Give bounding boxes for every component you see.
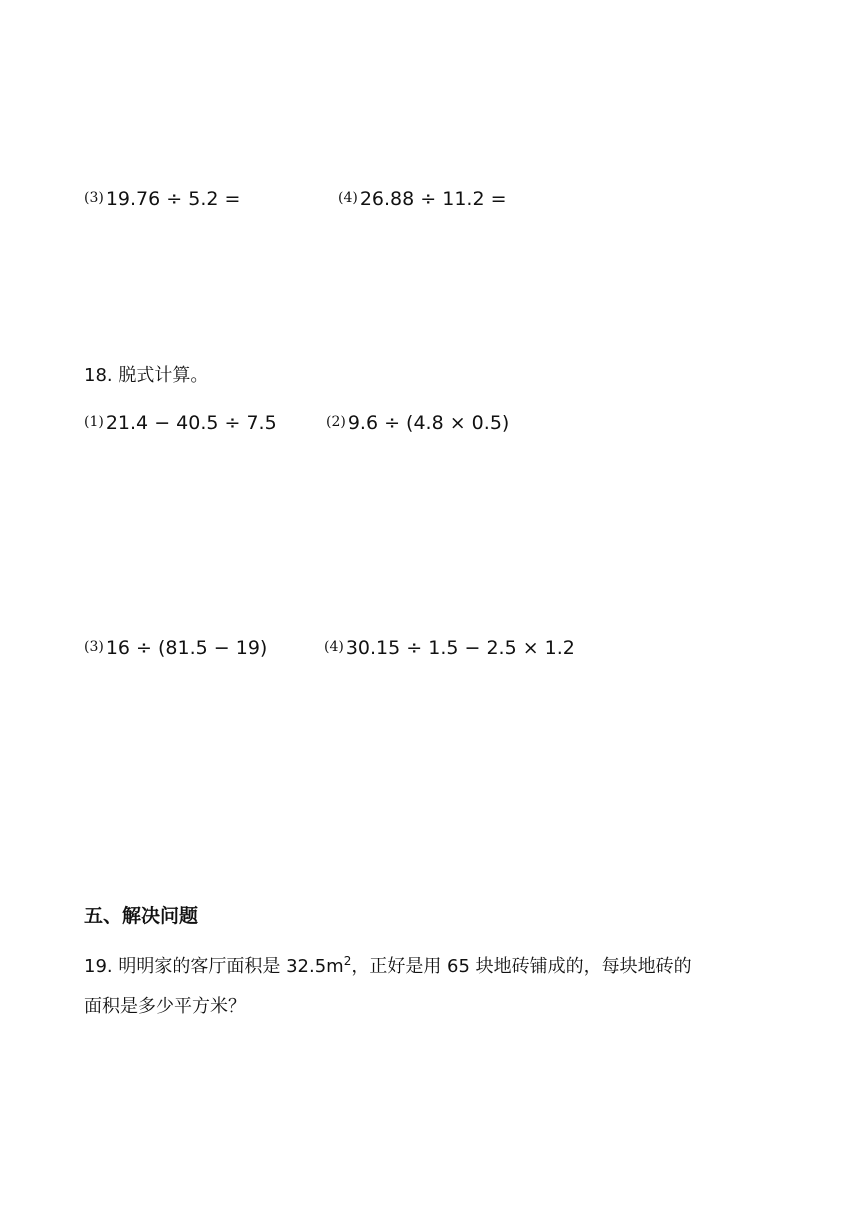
item-number: (3) (84, 190, 104, 206)
problem-18-item-2 (326, 410, 509, 435)
expression: 30.15 ÷ 1.5 − 2.5 × 1.2 (345, 637, 575, 659)
expression: 9.6 ÷ (4.8 × 0.5) (347, 412, 510, 434)
expression: 21.4 − 40.5 ÷ 7.5 (105, 412, 277, 434)
expression: 26.88 ÷ 11.2 = (359, 188, 507, 210)
problem-18-item-4 (324, 635, 575, 660)
problem-17-item-3 (84, 186, 240, 211)
item-number: (2) (326, 414, 346, 430)
item-number: (1) (84, 414, 104, 430)
expression: 19.76 ÷ 5.2 = (105, 188, 241, 210)
item-number: (4) (324, 639, 344, 655)
problem-18-item-3 (84, 635, 267, 660)
problem-19-line-1 (84, 949, 692, 979)
problem-17-item-4 (338, 186, 507, 211)
item-number: (4) (338, 190, 358, 206)
superscript: 2 (343, 954, 352, 968)
problem-19-text-a: 19. 明明家的客厅面积是 32.5m (84, 956, 344, 977)
item-number: (3) (84, 639, 104, 655)
problem-18-title: 18. 脱式计算。 (84, 365, 209, 386)
section-heading: 五、解决问题 (84, 905, 199, 927)
problem-18-item-1 (84, 410, 277, 435)
expression: 16 ÷ (81.5 − 19) (105, 637, 268, 659)
problem-19-line-2: 面积是多少平方米？ (84, 996, 246, 1017)
problem-19-text-b: ，正好是用 65 块地砖铺成的，每块地砖的 (351, 956, 692, 977)
